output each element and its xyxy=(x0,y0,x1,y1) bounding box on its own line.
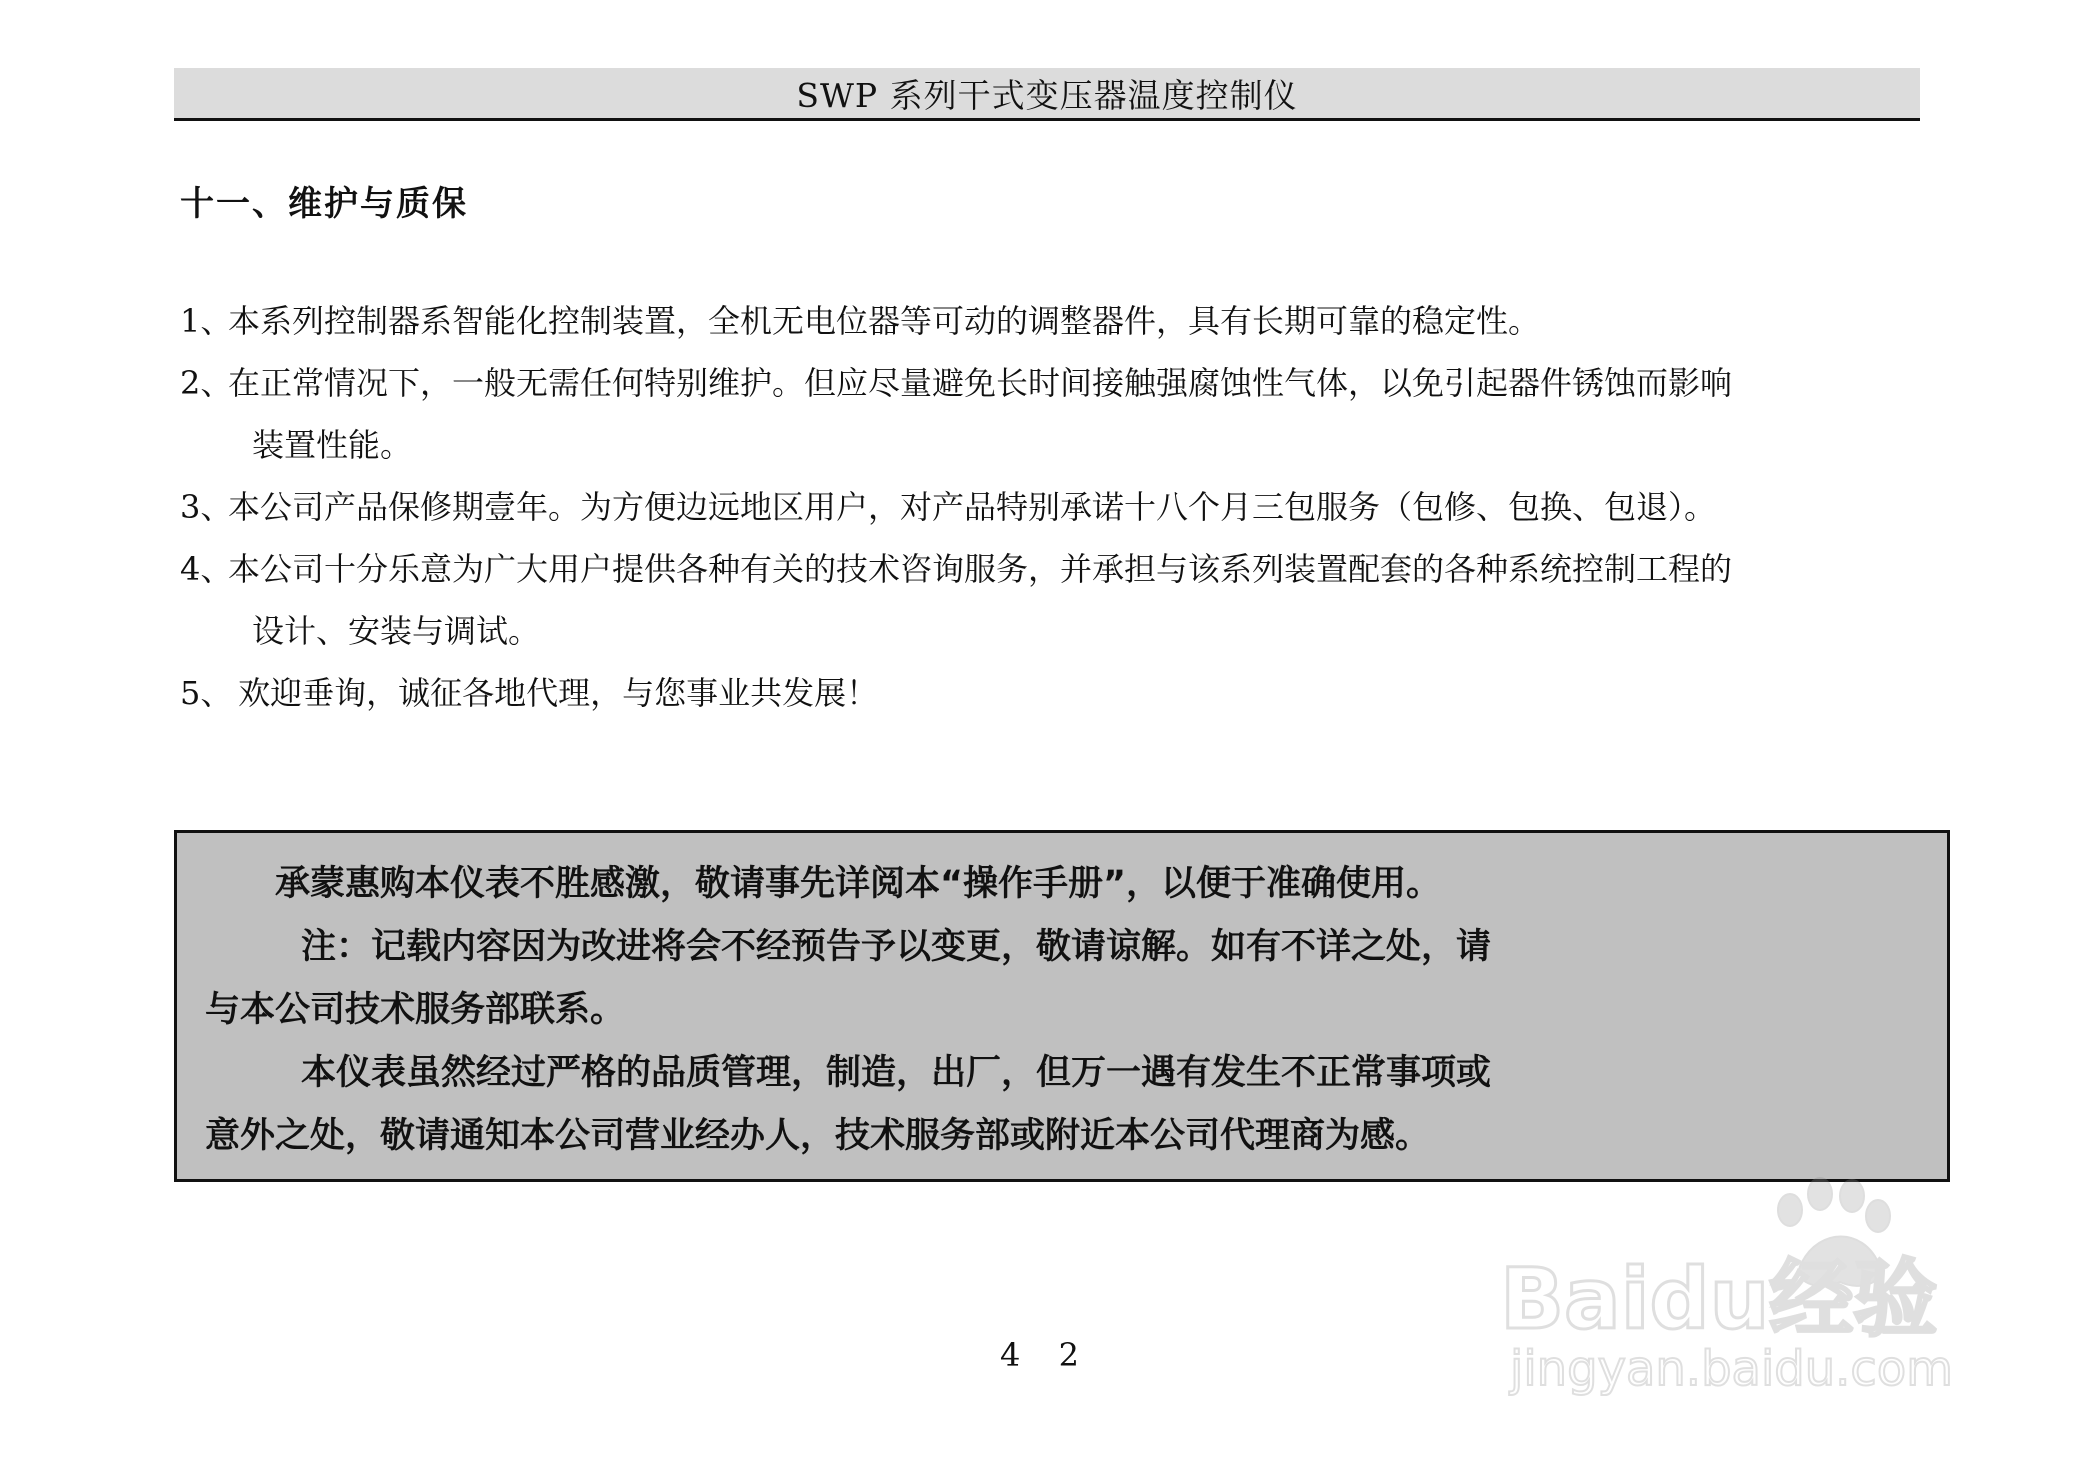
item-text: 本系列控制器系智能化控制装置，全机无电位器等可动的调整器件，具有长期可靠的稳定性。 xyxy=(228,302,1541,340)
item-number: 2、 xyxy=(180,364,233,402)
watermark-url: jingyan.baidu.com xyxy=(1510,1341,1953,1397)
item-text: 在正常情况下，一般无需任何特别维护。但应尽量避免长时间接触强腐蚀性气体，以免引起器件锈蚀而影响 xyxy=(228,364,1733,402)
item-number: 5、 xyxy=(180,674,233,712)
item-text: 欢迎垂询，诚征各地代理，与您事业共发展！ xyxy=(228,674,879,712)
item-text: 本公司产品保修期壹年。为方便边远地区用户，对产品特别承诺十八个月三包服务（包修、包换、包退）。 xyxy=(228,488,1717,526)
item-number: 1、 xyxy=(180,302,233,340)
notice-line: 与本公司技术服务部联系。 xyxy=(205,990,626,1030)
item-text-continuation: 设计、安装与调试。 xyxy=(252,612,541,650)
notice-line: 注：记载内容因为改进将会不经预告予以变更，敬请谅解。如有不详之处，请 xyxy=(301,927,1492,967)
item-number: 4、 xyxy=(180,550,233,588)
list-item xyxy=(180,290,1920,352)
page-number: 4 2 xyxy=(1000,1336,1093,1374)
list-item xyxy=(180,352,1920,414)
notice-box xyxy=(174,830,1950,1182)
item-text-continuation: 装置性能。 xyxy=(252,426,413,464)
baidu-watermark xyxy=(1490,1150,1970,1410)
item-text: 本公司十分乐意为广大用户提供各种有关的技术咨询服务，并承担与该系列装置配套的各种系统控制工程的 xyxy=(228,550,1733,588)
notice-line: 本仪表虽然经过严格的品质管理，制造，出厂，但万一遇有发生不正常事项或 xyxy=(301,1053,1492,1093)
list-item xyxy=(180,538,1920,600)
header-title: SWP 系列干式变压器温度控制仪 xyxy=(796,75,1298,115)
maintenance-list xyxy=(180,290,1920,724)
list-item xyxy=(180,662,1920,724)
notice-line: 承蒙惠购本仪表不胜感激，敬请事先详阅本“操作手册”，以便于准确使用。 xyxy=(275,864,1442,904)
list-item xyxy=(180,476,1920,538)
document-header xyxy=(174,68,1920,121)
item-number: 3、 xyxy=(180,488,233,526)
notice-line: 意外之处，敬请通知本公司营业经办人，技术服务部或附近本公司代理商为感。 xyxy=(205,1116,1431,1156)
watermark-brand: Baidu经验 xyxy=(1500,1250,1938,1348)
section-title: 十一、维护与质保 xyxy=(180,184,468,224)
